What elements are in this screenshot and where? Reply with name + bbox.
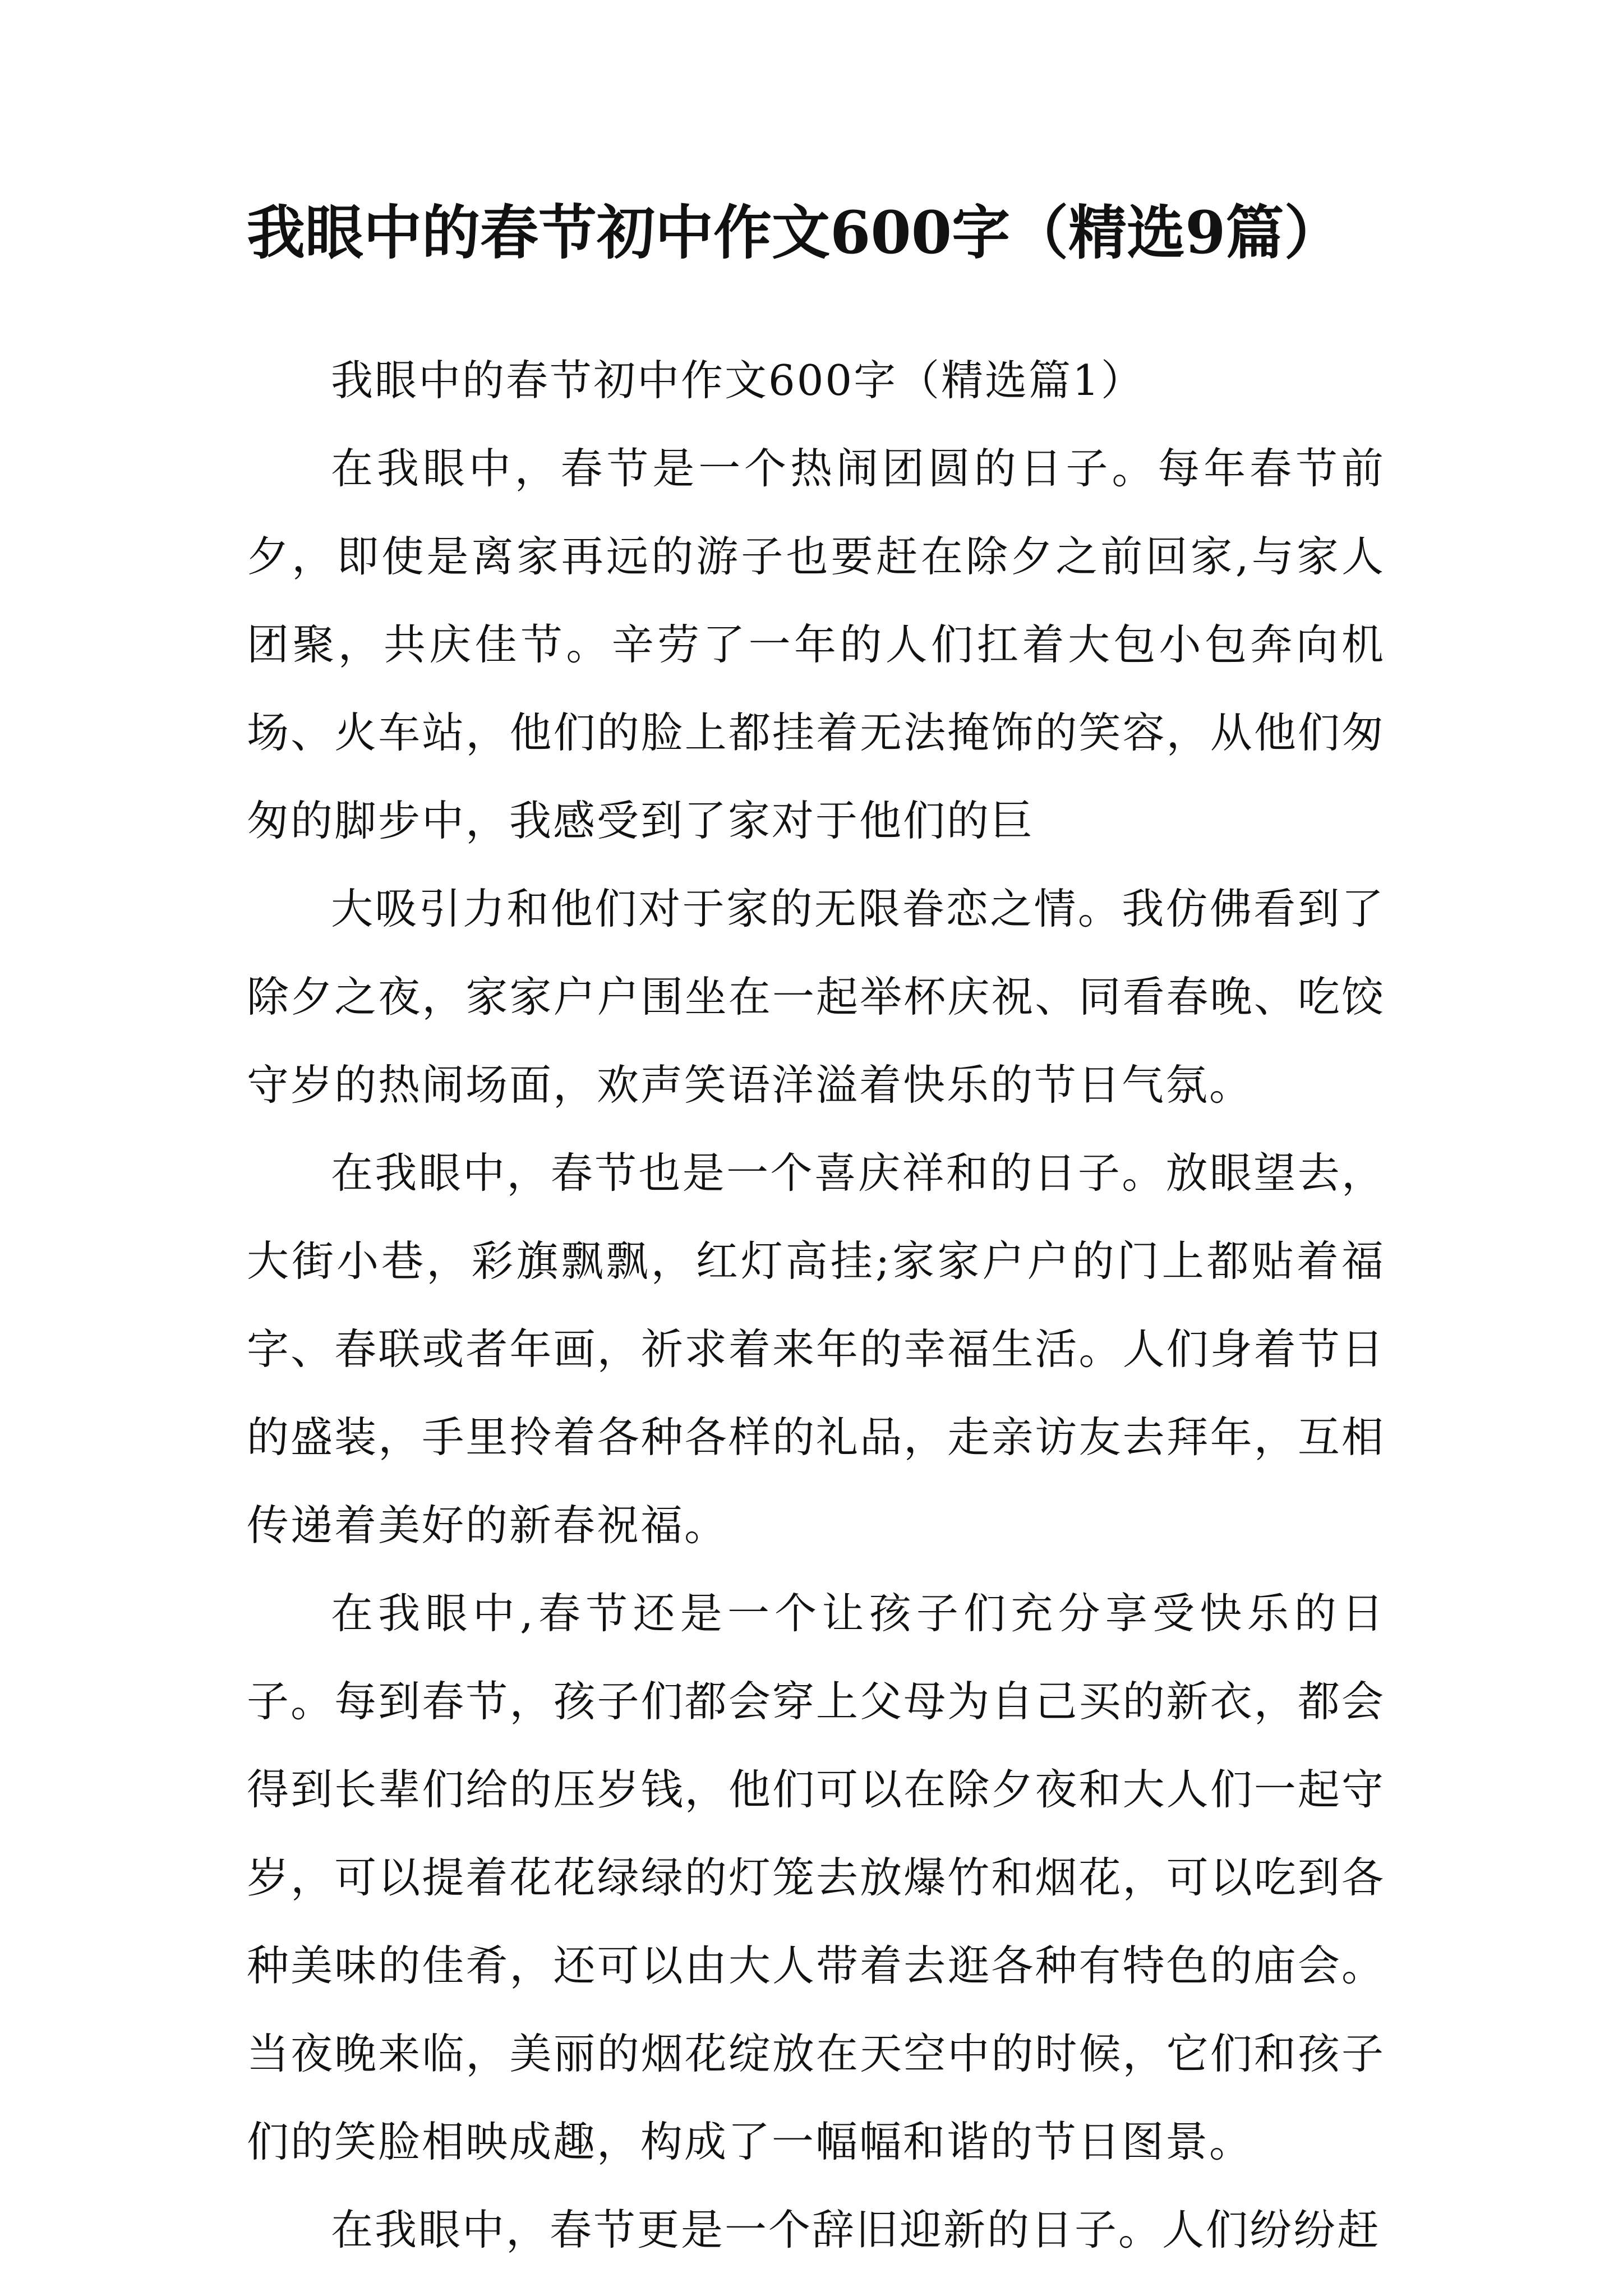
paragraph: 在我眼中，春节更是一个辞旧迎新的日子。人们纷纷赶	[331, 2205, 1381, 2254]
paragraph: 大吸引力和他们对于家的无限眷恋之情。我仿佛看到了除夕之夜，家家户户围坐在一起举杯庆祝、同看春晚、吃饺守岁的热闹场面，欢声笑语洋溢着快乐的节日气氛。	[247, 884, 1385, 1110]
document-body	[247, 337, 1385, 2274]
paragraph: 在我眼中，春节是一个热闹团圆的日子。每年春节前夕，即使是离家再远的游子也要赶在除夕之前回家,与家人团聚，共庆佳节。辛劳了一年的人们扛着大包小包奔向机场、火车站，他们的脸上都挂着无法掩饰的笑容，从他们匆匆的脚步中，我感受到了家对于他们的巨	[247, 444, 1385, 845]
document-title: 我眼中的春节初中作文600字（精选9篇）	[247, 198, 1343, 267]
section-heading: 我眼中的春节初中作文600字（精选篇1）	[331, 356, 1145, 405]
paragraph: 在我眼中,春节还是一个让孩子们充分享受快乐的日子。每到春节，孩子们都会穿上父母为自己买的新衣，都会得到长辈们给的压岁钱，他们可以在除夕夜和大人们一起守岁，可以提着花花绿绿的灯笼去放爆竹和烟花，可以吃到各种美味的佳肴，还可以由大人带着去逛各种有特色的庙会。当夜晚来临，美丽的烟花绽放在天空中的时候，它们和孩子们的笑脸相映成趣，构成了一幅幅和谐的节日图景。	[247, 1589, 1385, 2166]
paragraph: 在我眼中，春节也是一个喜庆祥和的日子。放眼望去，大街小巷，彩旗飘飘，红灯高挂;家家户户的门上都贴着福字、春联或者年画，祈求着来年的幸福生活。人们身着节日的盛装，手里拎着各种各样的礼品，走亲访友去拜年，互相传递着美好的新春祝福。	[247, 1148, 1385, 1550]
